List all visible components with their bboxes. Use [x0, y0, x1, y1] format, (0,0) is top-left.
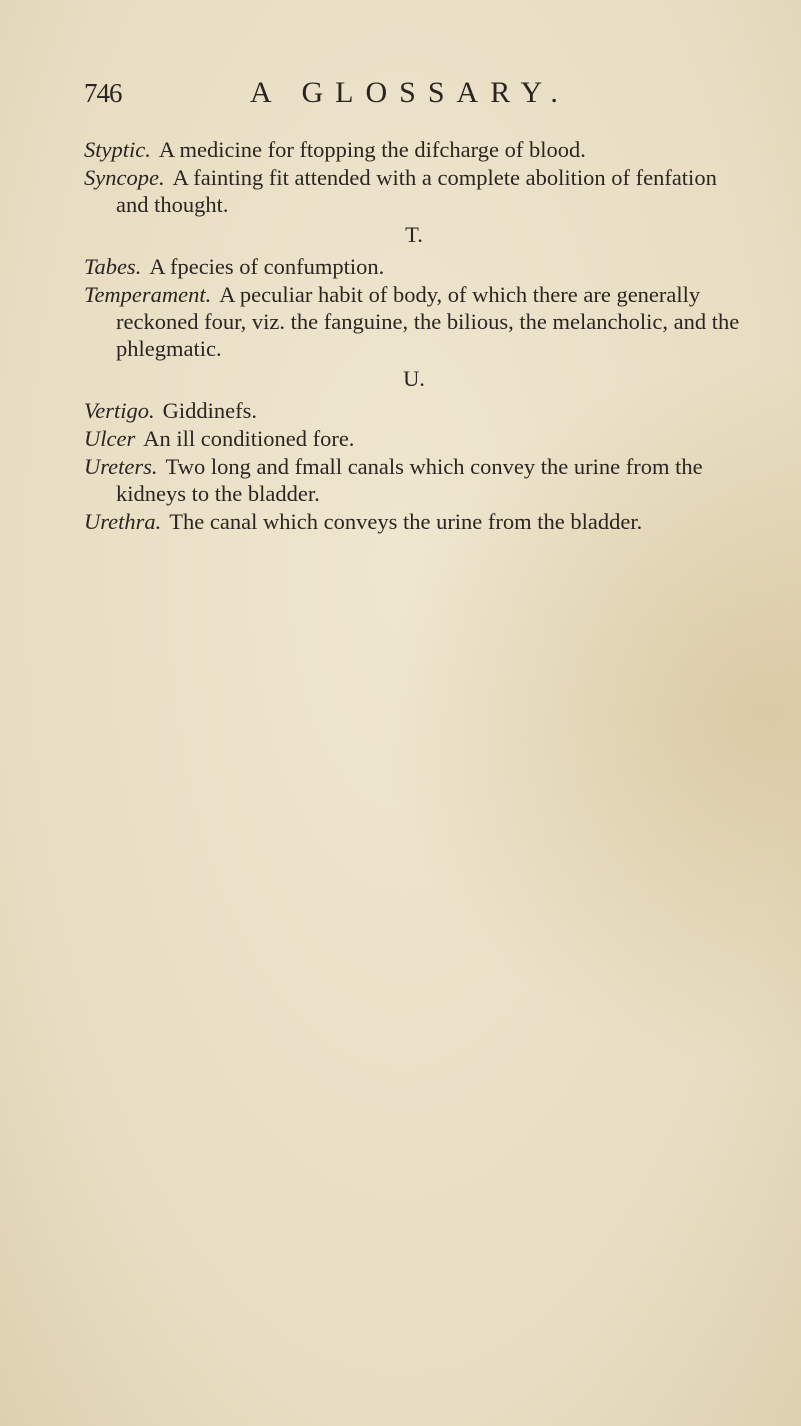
- entry-term: Styptic.: [84, 137, 151, 162]
- entry-definition: Two long and fmall canals which convey the urine from the kidneys to the bladder.: [116, 454, 703, 506]
- glossary-entry-tabes: [84, 253, 744, 280]
- glossary-entry-styptic: [84, 136, 744, 163]
- entry-definition: An ill conditioned fore.: [143, 426, 355, 451]
- glossary-entry-vertigo: [84, 397, 744, 424]
- entry-term: Syncope.: [84, 165, 165, 190]
- glossary-entry-syncope: [84, 164, 744, 218]
- section-letter-t: T.: [405, 222, 423, 247]
- running-title: A GLOSSARY.: [250, 76, 570, 109]
- entry-term: Tabes.: [84, 254, 142, 279]
- glossary-entry-urethra: [84, 508, 744, 535]
- entry-definition: Giddinefs.: [162, 398, 257, 423]
- glossary-entry-ureters: [84, 453, 744, 507]
- glossary-entry-ulcer: [84, 425, 744, 452]
- entry-term: Ulcer: [84, 426, 136, 451]
- entry-definition: A peculiar habit of body, of which there are generally reckoned four, viz. the fanguine, the bilious, the melancholic, and the phlegmatic.: [116, 282, 740, 361]
- glossary-entry-temperament: [84, 281, 744, 362]
- page-number: 746: [84, 78, 122, 108]
- entry-term: Ureters.: [84, 454, 158, 479]
- section-letter-u: U.: [403, 366, 425, 391]
- entry-term: Urethra.: [84, 509, 162, 534]
- glossary-entries: [84, 136, 744, 536]
- entry-definition: A medicine for ftopping the difcharge of blood.: [158, 137, 586, 162]
- page-header: [84, 76, 724, 116]
- entry-term: Temperament.: [84, 282, 212, 307]
- entry-definition: A fainting fit attended with a complete abolition of fenfation and thought.: [116, 165, 717, 217]
- entry-definition: A fpecies of confumption.: [149, 254, 385, 279]
- entry-definition: The canal which conveys the urine from the bladder.: [169, 509, 643, 534]
- entry-term: Vertigo.: [84, 398, 155, 423]
